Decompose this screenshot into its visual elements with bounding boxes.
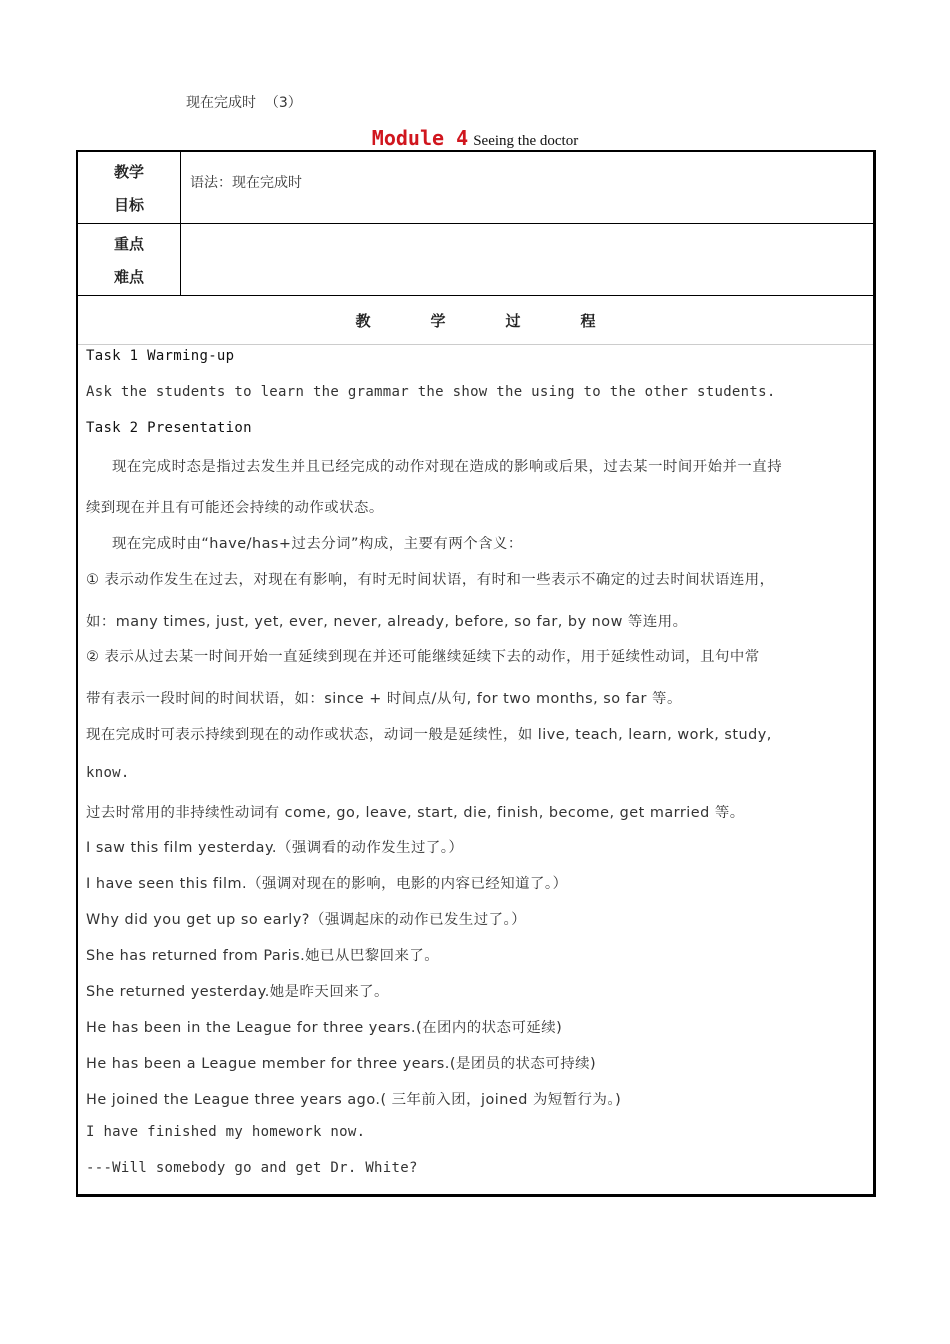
objective-label: 教学 目标 — [78, 152, 181, 223]
task1-heading: Task 1 Warming-up — [86, 348, 235, 364]
focus-row — [78, 224, 873, 296]
para4-line2: 带有表示一段时间的时间状语，如：since + 时间点/从句, for two months, so far 等。 — [86, 691, 682, 707]
para6: 过去时常用的非持续性动词有 come, go, leave, start, die, finish, become, get married 等。 — [86, 805, 745, 821]
objective-row — [78, 152, 873, 224]
example-1: I saw this film yesterday.（强调看的动作发生过了。） — [86, 840, 464, 856]
module-number: Module 4 — [371, 126, 469, 150]
example-8: He joined the League three years ago.( 三年前入团，joined 为短暂行为。) — [86, 1092, 622, 1108]
focus-label: 重点 难点 — [78, 224, 181, 295]
example-6: He has been in the League for three years.(在团内的状态可延续) — [86, 1020, 563, 1036]
example-4: She has returned from Paris.她已从巴黎回来了。 — [86, 948, 440, 964]
focus-value: 现在完成时 （3） — [186, 95, 302, 111]
module-subtitle: Seeing the doctor — [473, 133, 579, 149]
para4-line1: ② 表示从过去某一时间开始一直延续到现在并还可能继续延续下去的动作，用于延续性动词，且句中常 — [86, 649, 760, 665]
task2-heading: Task 2 Presentation — [86, 420, 252, 436]
example-10: ---Will somebody go and get Dr. White? — [86, 1160, 418, 1176]
example-5: She returned yesterday.她是昨天回来了。 — [86, 984, 389, 1000]
para2: 现在完成时由“have/has+过去分词”构成，主要有两个含义： — [112, 536, 523, 552]
process-header-row — [78, 296, 873, 345]
para1-line2: 续到现在并且有可能还会持续的动作或状态。 — [86, 500, 384, 516]
lesson-table — [76, 150, 876, 1197]
page-title — [0, 126, 950, 150]
process-header: 教学过程 — [355, 311, 656, 330]
para5-line1: 现在完成时可表示持续到现在的动作或状态，动词一般是延续性，如 live, teach, learn, work, study, — [86, 727, 772, 743]
para1-line1: 现在完成时态是指过去发生并且已经完成的动作对现在造成的影响或后果，过去某一时间开始并一直持 — [112, 459, 783, 475]
task1-text: Ask the students to learn the grammar the show the using to the other students. — [86, 384, 776, 400]
example-7: He has been a League member for three years.(是团员的状态可持续) — [86, 1056, 597, 1072]
para5-line2: know. — [86, 765, 130, 781]
example-2: I have seen this film.（强调对现在的影响，电影的内容已经知道了。） — [86, 876, 568, 892]
example-3: Why did you get up so early?（强调起床的动作已发生过了。） — [86, 912, 527, 928]
para3-line2: 如：many times, just, yet, ever, never, already, before, so far, by now 等连用。 — [86, 614, 688, 630]
para3-line1: ① 表示动作发生在过去，对现在有影响，有时无时间状语，有时和一些表示不确定的过去时间状语连用， — [86, 572, 775, 588]
objective-value: 语法：现在完成时 — [190, 175, 302, 191]
example-9: I have finished my homework now. — [86, 1124, 366, 1140]
